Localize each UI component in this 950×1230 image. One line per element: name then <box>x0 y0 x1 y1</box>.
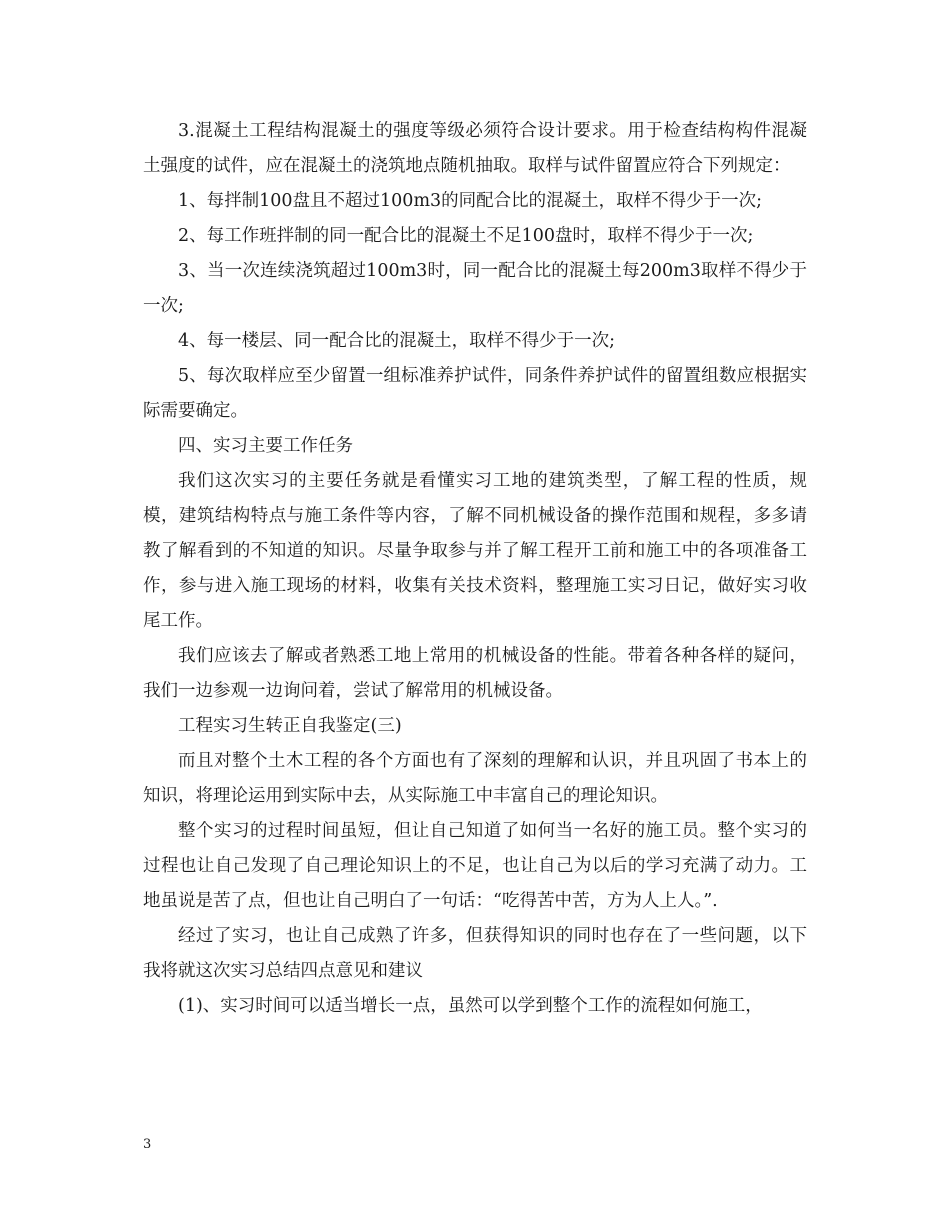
list-item-rule-3: 3、当一次连续浇筑超过100m3时，同一配合比的混凝土每200m3取样不得少于一次; <box>143 261 807 316</box>
paragraph-concrete-strength: 3.混凝土工程结构混凝土的强度等级必须符合设计要求。用于检查结构构件混凝土强度的试件，应在混凝土的浇筑地点随机抽取。取样与试件留置应符合下列规定： <box>143 121 807 176</box>
paragraph-main-tasks: 我们这次实习的主要任务就是看懂实习工地的建筑类型，了解工程的性质，规模，建筑结构特点与施工条件等内容，了解不同机械设备的操作范围和规程，多多请教了解看到的不知道的知识。尽量争取参与并了解工程开工前和施工中的各项准备工作，参与进入施工现场的材料，收集有关技术资料，整理施工实习日记，做好实习收尾工作。 <box>143 471 807 631</box>
section-heading-self-assessment: 工程实习生转正自我鉴定(三) <box>178 716 402 736</box>
paragraph-understanding: 而且对整个土木工程的各个方面也有了深刻的理解和认识，并且巩固了书本上的知识，将理论运用到实际中去，从实际施工中丰富自己的理论知识。 <box>143 751 807 806</box>
paragraph-suggestion-1: (1)、实习时间可以适当增长一点，虽然可以学到整个工作的流程如何施工， <box>178 996 763 1016</box>
paragraph-equipment: 我们应该去了解或者熟悉工地上常用的机械设备的性能。带着各种各样的疑问，我们一边参观一边询问着，尝试了解常用的机械设备。 <box>143 646 807 701</box>
page-number: 3 <box>143 1137 152 1152</box>
section-heading-tasks: 四、实习主要工作任务 <box>178 436 353 456</box>
list-item-rule-2: 2、每工作班拌制的同一配合比的混凝土不足100盘时，取样不得少于一次; <box>178 226 754 246</box>
list-item-rule-4: 4、每一楼层、同一配合比的混凝土，取样不得少于一次; <box>178 331 616 351</box>
list-item-rule-1: 1、每拌制100盘且不超过100m3的同配合比的混凝土，取样不得少于一次; <box>178 191 763 211</box>
paragraph-suggestions-intro: 经过了实习，也让自己成熟了许多，但获得知识的同时也存在了一些问题，以下我将就这次实习总结四点意见和建议 <box>143 926 807 981</box>
list-item-rule-5: 5、每次取样应至少留置一组标准养护试件，同条件养护试件的留置组数应根据实际需要确定。 <box>143 366 807 421</box>
paragraph-internship-process: 整个实习的过程时间虽短，但让自己知道了如何当一名好的施工员。整个实习的过程也让自己发现了自己理论知识上的不足，也让自己为以后的学习充满了动力。工地虽说是苦了点，但也让自己明白了一句话：“吃得苦中苦，方为人上人。”. <box>143 821 807 911</box>
document-body <box>143 114 807 1024</box>
